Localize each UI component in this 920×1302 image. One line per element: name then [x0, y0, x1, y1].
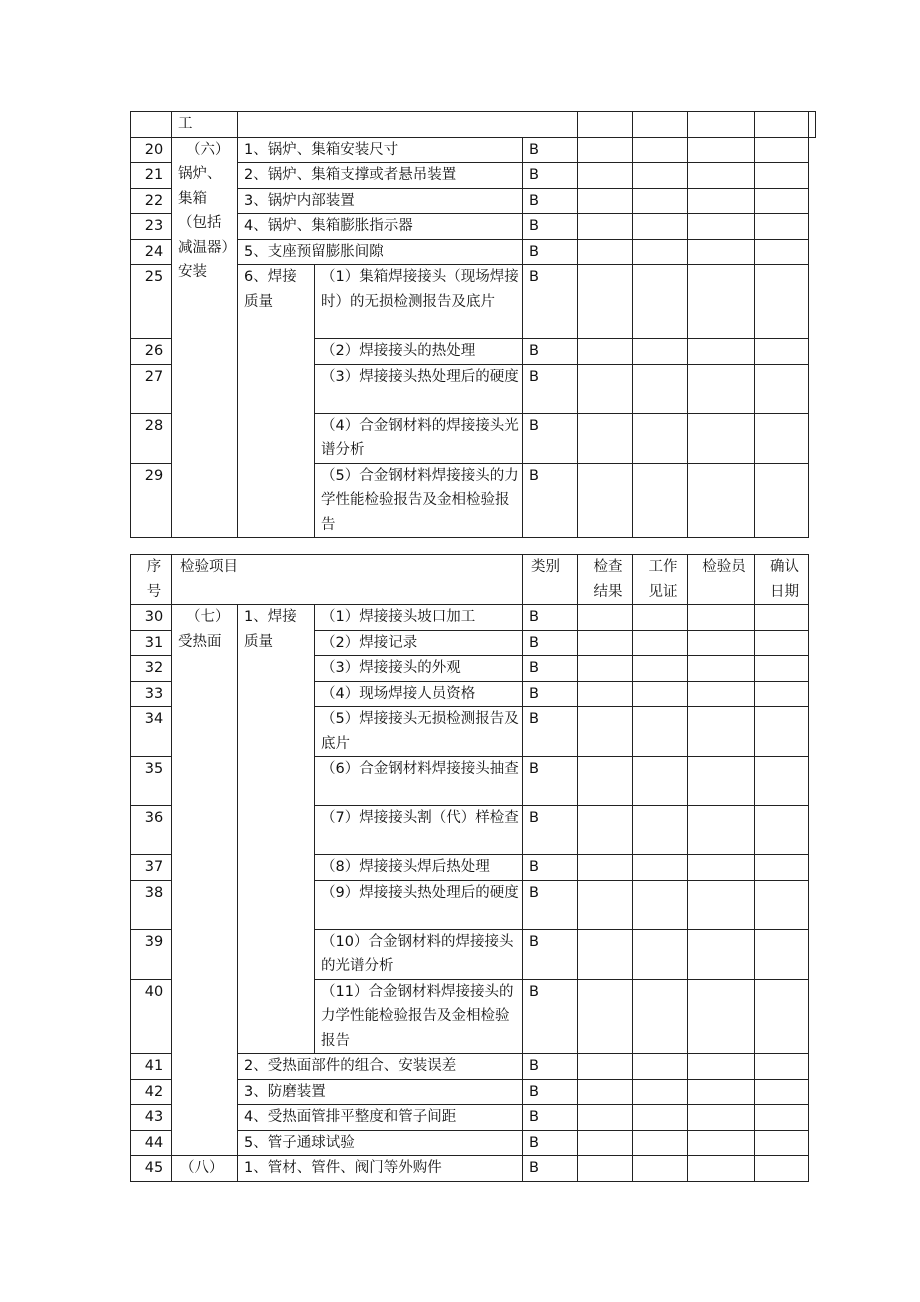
- witness-cell: [633, 929, 688, 979]
- category-cell: B: [523, 239, 578, 265]
- category-cell: B: [523, 163, 578, 189]
- result-cell: [578, 681, 633, 707]
- row-number: 21: [131, 163, 172, 189]
- witness-cell: [633, 364, 688, 413]
- witness-cell: [633, 707, 688, 757]
- weld-quality-cell: [238, 605, 315, 1054]
- confirm-date-cell: [755, 707, 809, 757]
- result-cell: [578, 880, 633, 929]
- inspection-table: [130, 554, 809, 1182]
- row-number: 27: [131, 364, 172, 413]
- category-cell: B: [523, 979, 578, 1054]
- witness-cell: [633, 1079, 688, 1105]
- item-cell: 4、锅炉、集箱膨胀指示器: [238, 214, 523, 240]
- row-number: [131, 112, 172, 138]
- witness-cell: [633, 137, 688, 163]
- confirm-date-cell: [809, 112, 816, 138]
- inspector-cell: [688, 979, 755, 1054]
- item-cell: [238, 112, 578, 138]
- confirm-date-cell: [755, 929, 809, 979]
- inspection-table-continued: [130, 111, 816, 538]
- inspector-cell: [688, 1130, 755, 1156]
- group-vi-name-line: 锅炉、: [178, 166, 222, 182]
- header-text: 工作: [648, 559, 678, 575]
- category-cell: B: [523, 855, 578, 881]
- row-number: 32: [131, 656, 172, 682]
- category-cell: B: [523, 188, 578, 214]
- item-cell: （5）焊接接头无损检测报告及底片: [315, 707, 523, 757]
- result-cell: [578, 239, 633, 265]
- result-cell: [578, 364, 633, 413]
- item-cell: 1、锅炉、集箱安装尺寸: [238, 137, 523, 163]
- table-row: [131, 605, 809, 631]
- result-cell: [578, 929, 633, 979]
- category-cell: B: [523, 137, 578, 163]
- result-cell: [578, 188, 633, 214]
- confirm-date-cell: [755, 855, 809, 881]
- result-cell: [578, 855, 633, 881]
- header-inspection-item: 检验项目: [172, 555, 523, 605]
- result-cell: [578, 214, 633, 240]
- category-cell: B: [523, 681, 578, 707]
- row-number: 34: [131, 707, 172, 757]
- header-text: 序: [146, 559, 162, 575]
- inspector-cell: [688, 757, 755, 806]
- group-viii-label: （八）: [172, 1156, 238, 1182]
- item-cell: （8）焊接接头焊后热处理: [315, 855, 523, 881]
- confirm-date-cell: [755, 188, 809, 214]
- inspector-cell: [755, 112, 809, 138]
- header-inspector: 检验员: [688, 555, 755, 605]
- witness-cell: [633, 265, 688, 339]
- item-cell: （10）合金钢材料的焊接接头的光谱分析: [315, 929, 523, 979]
- result-cell: [578, 757, 633, 806]
- result-cell: [578, 339, 633, 365]
- row-number: 44: [131, 1130, 172, 1156]
- inspector-cell: [688, 265, 755, 339]
- inspector-cell: [688, 707, 755, 757]
- group-vi-name-line: （包括: [178, 215, 222, 231]
- category-cell: B: [523, 1054, 578, 1080]
- weld-quality-label-line: 质量: [244, 293, 273, 310]
- witness-cell: [633, 188, 688, 214]
- header-text: 见证: [648, 583, 678, 600]
- witness-cell: [633, 413, 688, 463]
- inspector-cell: [688, 137, 755, 163]
- confirm-date-cell: [755, 265, 809, 339]
- confirm-date-cell: [755, 880, 809, 929]
- item-cell: （4）现场焊接人员资格: [315, 681, 523, 707]
- item-cell: 3、防磨装置: [238, 1079, 523, 1105]
- group-name-fragment: 工: [172, 112, 238, 138]
- witness-cell: [633, 605, 688, 631]
- confirm-date-cell: [755, 1105, 809, 1131]
- row-number: 31: [131, 630, 172, 656]
- result-cell: [578, 1105, 633, 1131]
- confirm-date-cell: [755, 214, 809, 240]
- confirm-date-cell: [755, 137, 809, 163]
- witness-cell: [633, 880, 688, 929]
- table-row: [131, 137, 816, 163]
- witness-cell: [633, 339, 688, 365]
- category-cell: [578, 112, 633, 138]
- header-text: 结果: [593, 583, 623, 600]
- item-cell: （1）焊接接头坡口加工: [315, 605, 523, 631]
- item-cell: （1）集箱焊接接头（现场焊接时）的无损检测报告及底片: [315, 265, 523, 339]
- result-cell: [578, 1156, 633, 1182]
- header-work-witness: [633, 555, 688, 605]
- inspector-cell: [688, 214, 755, 240]
- row-number: 43: [131, 1105, 172, 1131]
- category-cell: B: [523, 757, 578, 806]
- result-cell: [578, 656, 633, 682]
- witness-cell: [633, 463, 688, 538]
- result-cell: [578, 630, 633, 656]
- result-cell: [578, 137, 633, 163]
- header-text: 日期: [770, 583, 799, 600]
- category-cell: B: [523, 214, 578, 240]
- row-number: 22: [131, 188, 172, 214]
- header-category: 类别: [523, 555, 578, 605]
- group-vii-name: 受热面: [178, 633, 222, 650]
- category-cell: B: [523, 1079, 578, 1105]
- witness-cell: [688, 112, 755, 138]
- category-cell: B: [523, 1105, 578, 1131]
- header-serial-no: [131, 555, 172, 605]
- item-cell: （9）焊接接头热处理后的硬度: [315, 880, 523, 929]
- result-cell: [578, 463, 633, 538]
- witness-cell: [633, 1105, 688, 1131]
- inspector-cell: [688, 1156, 755, 1182]
- inspector-cell: [688, 929, 755, 979]
- category-cell: B: [523, 413, 578, 463]
- item-cell: 2、锅炉、集箱支撑或者悬吊装置: [238, 163, 523, 189]
- inspector-cell: [688, 630, 755, 656]
- table-row: [131, 112, 816, 138]
- confirm-date-cell: [755, 681, 809, 707]
- row-number: 26: [131, 339, 172, 365]
- result-cell: [578, 1130, 633, 1156]
- row-number: 28: [131, 413, 172, 463]
- row-number: 33: [131, 681, 172, 707]
- confirm-date-cell: [755, 1156, 809, 1182]
- item-cell: （3）焊接接头热处理后的硬度: [315, 364, 523, 413]
- row-number: 30: [131, 605, 172, 631]
- group-vi-name-line: 安装: [178, 264, 207, 280]
- row-number: 35: [131, 757, 172, 806]
- row-number: 38: [131, 880, 172, 929]
- inspector-cell: [688, 413, 755, 463]
- group-vii-cell: [172, 605, 238, 1156]
- weld-quality-cell: [238, 265, 315, 538]
- confirm-date-cell: [755, 656, 809, 682]
- inspector-cell: [688, 806, 755, 855]
- category-cell: B: [523, 1130, 578, 1156]
- witness-cell: [633, 757, 688, 806]
- witness-cell: [633, 979, 688, 1054]
- category-cell: B: [523, 630, 578, 656]
- confirm-date-cell: [755, 239, 809, 265]
- inspector-cell: [688, 339, 755, 365]
- confirm-date-cell: [755, 1130, 809, 1156]
- inspector-cell: [688, 1079, 755, 1105]
- row-number: 24: [131, 239, 172, 265]
- result-cell: [578, 1054, 633, 1080]
- row-number: 20: [131, 137, 172, 163]
- inspector-cell: [688, 656, 755, 682]
- row-number: 41: [131, 1054, 172, 1080]
- category-cell: B: [523, 364, 578, 413]
- inspector-cell: [688, 364, 755, 413]
- group-vii-label: （七）: [186, 609, 230, 625]
- inspector-cell: [688, 163, 755, 189]
- row-number: 37: [131, 855, 172, 881]
- item-cell: 2、受热面部件的组合、安装误差: [238, 1054, 523, 1080]
- category-cell: B: [523, 806, 578, 855]
- witness-cell: [633, 855, 688, 881]
- confirm-date-cell: [755, 163, 809, 189]
- inspector-cell: [688, 239, 755, 265]
- inspector-cell: [688, 1054, 755, 1080]
- inspector-cell: [688, 463, 755, 538]
- witness-cell: [633, 1054, 688, 1080]
- confirm-date-cell: [755, 630, 809, 656]
- result-cell: [633, 112, 688, 138]
- category-cell: B: [523, 605, 578, 631]
- result-cell: [578, 1079, 633, 1105]
- category-cell: B: [523, 463, 578, 538]
- item-cell: （2）焊接记录: [315, 630, 523, 656]
- inspector-cell: [688, 681, 755, 707]
- row-number: 40: [131, 979, 172, 1054]
- weld-quality-label-line: 质量: [244, 633, 273, 650]
- result-cell: [578, 806, 633, 855]
- confirm-date-cell: [755, 1054, 809, 1080]
- result-cell: [578, 605, 633, 631]
- item-cell: 5、管子通球试验: [238, 1130, 523, 1156]
- inspector-cell: [688, 855, 755, 881]
- item-cell: 5、支座预留膨胀间隙: [238, 239, 523, 265]
- table-header-row: [131, 555, 809, 605]
- inspector-cell: [688, 880, 755, 929]
- category-cell: B: [523, 1156, 578, 1182]
- header-text: 号: [146, 583, 162, 600]
- row-number: 36: [131, 806, 172, 855]
- confirm-date-cell: [755, 605, 809, 631]
- header-confirm-date: [755, 555, 809, 605]
- result-cell: [578, 265, 633, 339]
- inspector-cell: [688, 188, 755, 214]
- witness-cell: [633, 681, 688, 707]
- category-cell: B: [523, 656, 578, 682]
- witness-cell: [633, 163, 688, 189]
- header-text: 检查: [593, 559, 623, 575]
- item-cell: （5）合金钢材料焊接接头的力学性能检验报告及金相检验报告: [315, 463, 523, 538]
- group-vi-label: （六）: [186, 141, 230, 158]
- confirm-date-cell: [755, 364, 809, 413]
- result-cell: [578, 163, 633, 189]
- witness-cell: [633, 656, 688, 682]
- row-number: 29: [131, 463, 172, 538]
- result-cell: [578, 413, 633, 463]
- category-cell: B: [523, 880, 578, 929]
- category-cell: B: [523, 265, 578, 339]
- confirm-date-cell: [755, 1079, 809, 1105]
- item-cell: （7）焊接接头割（代）样检查: [315, 806, 523, 855]
- weld-quality-label-line: 6、焊接: [244, 269, 297, 285]
- item-cell: （2）焊接接头的热处理: [315, 339, 523, 365]
- row-number: 45: [131, 1156, 172, 1182]
- item-cell: 1、管材、管件、阀门等外购件: [238, 1156, 523, 1182]
- category-cell: B: [523, 339, 578, 365]
- witness-cell: [633, 1156, 688, 1182]
- row-number: 39: [131, 929, 172, 979]
- confirm-date-cell: [755, 339, 809, 365]
- inspector-cell: [688, 605, 755, 631]
- row-number: 25: [131, 265, 172, 339]
- witness-cell: [633, 214, 688, 240]
- confirm-date-cell: [755, 757, 809, 806]
- item-cell: （6）合金钢材料焊接接头抽查: [315, 757, 523, 806]
- confirm-date-cell: [755, 806, 809, 855]
- row-number: 42: [131, 1079, 172, 1105]
- weld-quality-label-line: 1、焊接: [244, 609, 297, 625]
- category-cell: B: [523, 929, 578, 979]
- group-vi-name-line: 集箱: [178, 190, 207, 207]
- confirm-date-cell: [755, 979, 809, 1054]
- inspector-cell: [688, 1105, 755, 1131]
- confirm-date-cell: [755, 413, 809, 463]
- group-vi-cell: [172, 137, 238, 538]
- header-text: 确认: [770, 559, 799, 575]
- item-cell: （3）焊接接头的外观: [315, 656, 523, 682]
- table-row: [131, 1156, 809, 1182]
- witness-cell: [633, 1130, 688, 1156]
- witness-cell: [633, 630, 688, 656]
- witness-cell: [633, 239, 688, 265]
- result-cell: [578, 979, 633, 1054]
- item-cell: 4、受热面管排平整度和管子间距: [238, 1105, 523, 1131]
- item-cell: 3、锅炉内部装置: [238, 188, 523, 214]
- header-check-result: [578, 555, 633, 605]
- group-vi-name-line: 减温器）: [178, 239, 236, 256]
- confirm-date-cell: [755, 463, 809, 538]
- category-cell: B: [523, 707, 578, 757]
- item-cell: （4）合金钢材料的焊接接头光谱分析: [315, 413, 523, 463]
- row-number: 23: [131, 214, 172, 240]
- item-cell: （11）合金钢材料焊接接头的力学性能检验报告及金相检验报告: [315, 979, 523, 1054]
- witness-cell: [633, 806, 688, 855]
- result-cell: [578, 707, 633, 757]
